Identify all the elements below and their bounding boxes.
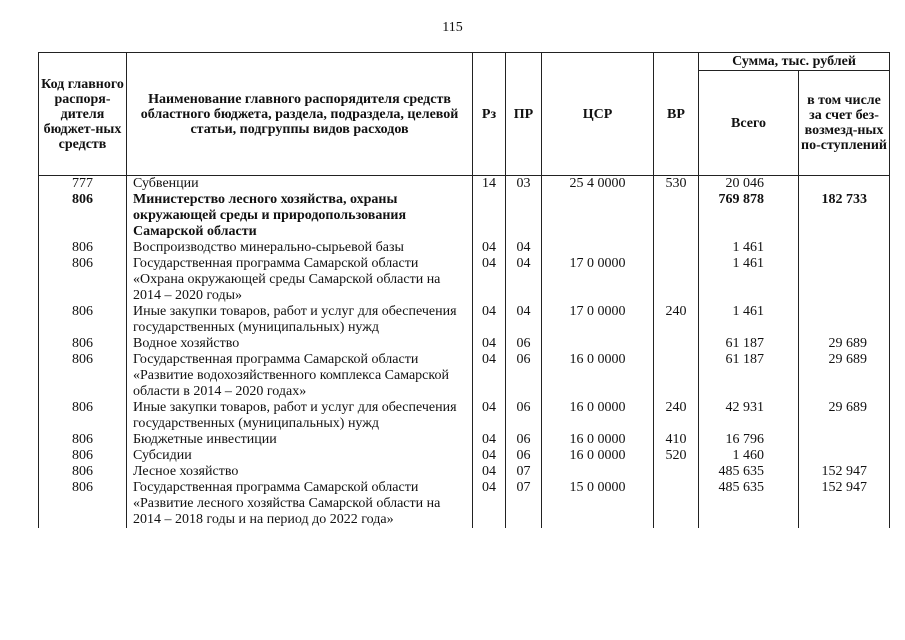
cell-pr: 07 bbox=[506, 464, 542, 480]
cell-free: 182 733 bbox=[799, 192, 890, 240]
table-row bbox=[39, 256, 890, 304]
header-vr: ВР bbox=[654, 53, 699, 176]
cell-pr bbox=[506, 192, 542, 240]
cell-name: Иные закупки товаров, работ и услуг для обеспечения государственных (муниципальных) нужд bbox=[127, 304, 473, 336]
cell-name: Субсидии bbox=[127, 448, 473, 464]
cell-vr: 410 bbox=[654, 432, 699, 448]
cell-pr: 07 bbox=[506, 480, 542, 528]
cell-rz bbox=[473, 192, 506, 240]
cell-code: 806 bbox=[39, 192, 127, 240]
cell-csr: 25 4 0000 bbox=[542, 176, 654, 193]
cell-pr: 06 bbox=[506, 432, 542, 448]
table-header bbox=[39, 53, 890, 176]
cell-code: 806 bbox=[39, 240, 127, 256]
table-row bbox=[39, 400, 890, 432]
cell-total: 485 635 bbox=[699, 464, 799, 480]
cell-pr: 06 bbox=[506, 400, 542, 432]
cell-vr: 240 bbox=[654, 400, 699, 432]
cell-pr: 06 bbox=[506, 352, 542, 400]
cell-name: Министерство лесного хозяйства, охраны окружающей среды и природопользования Самарской области bbox=[127, 192, 473, 240]
header-rz: Рз bbox=[473, 53, 506, 176]
header-name: Наименование главного распорядителя средств областного бюджета, раздела, подраздела, целевой статьи, подгруппы видов расходов bbox=[127, 53, 473, 176]
cell-pr: 04 bbox=[506, 304, 542, 336]
cell-code: 806 bbox=[39, 400, 127, 432]
cell-csr: 16 0 0000 bbox=[542, 352, 654, 400]
cell-free bbox=[799, 256, 890, 304]
cell-free: 29 689 bbox=[799, 336, 890, 352]
cell-csr bbox=[542, 464, 654, 480]
cell-vr bbox=[654, 464, 699, 480]
cell-total: 1 461 bbox=[699, 304, 799, 336]
cell-csr: 17 0 0000 bbox=[542, 256, 654, 304]
cell-csr: 16 0 0000 bbox=[542, 432, 654, 448]
cell-total: 61 187 bbox=[699, 352, 799, 400]
cell-rz: 04 bbox=[473, 464, 506, 480]
header-csr: ЦСР bbox=[542, 53, 654, 176]
cell-vr bbox=[654, 240, 699, 256]
cell-total: 42 931 bbox=[699, 400, 799, 432]
table-row bbox=[39, 464, 890, 480]
cell-rz: 04 bbox=[473, 256, 506, 304]
cell-free: 29 689 bbox=[799, 352, 890, 400]
cell-rz: 04 bbox=[473, 480, 506, 528]
cell-total: 485 635 bbox=[699, 480, 799, 528]
cell-code: 806 bbox=[39, 304, 127, 336]
cell-csr: 17 0 0000 bbox=[542, 304, 654, 336]
cell-vr bbox=[654, 192, 699, 240]
table-row bbox=[39, 176, 890, 193]
table-row bbox=[39, 432, 890, 448]
table-row bbox=[39, 192, 890, 240]
header-sum: Сумма, тыс. рублей bbox=[699, 53, 890, 71]
cell-free bbox=[799, 176, 890, 193]
cell-name: Лесное хозяйство bbox=[127, 464, 473, 480]
header-pr: ПР bbox=[506, 53, 542, 176]
cell-pr: 06 bbox=[506, 336, 542, 352]
cell-code: 806 bbox=[39, 464, 127, 480]
table-row bbox=[39, 240, 890, 256]
page-number: 115 bbox=[442, 20, 463, 35]
cell-name: Субвенции bbox=[127, 176, 473, 193]
cell-rz: 14 bbox=[473, 176, 506, 193]
header-total: Всего bbox=[699, 71, 799, 176]
cell-csr bbox=[542, 240, 654, 256]
cell-name: Государственная программа Самарской области «Охрана окружающей среды Самарской области на 2014 – 2020 годы» bbox=[127, 256, 473, 304]
cell-csr bbox=[542, 192, 654, 240]
cell-csr: 16 0 0000 bbox=[542, 448, 654, 464]
cell-name: Воспроизводство минерально-сырьевой базы bbox=[127, 240, 473, 256]
cell-code: 806 bbox=[39, 432, 127, 448]
cell-vr bbox=[654, 336, 699, 352]
header-free: в том числе за счет без-возмезд-ных по-ступлений bbox=[799, 71, 890, 176]
cell-free: 29 689 bbox=[799, 400, 890, 432]
cell-pr: 06 bbox=[506, 448, 542, 464]
cell-csr bbox=[542, 336, 654, 352]
table-row bbox=[39, 304, 890, 336]
cell-rz: 04 bbox=[473, 432, 506, 448]
cell-code: 777 bbox=[39, 176, 127, 193]
cell-free bbox=[799, 304, 890, 336]
cell-code: 806 bbox=[39, 336, 127, 352]
table-row bbox=[39, 480, 890, 528]
cell-free: 152 947 bbox=[799, 480, 890, 528]
cell-rz: 04 bbox=[473, 352, 506, 400]
cell-code: 806 bbox=[39, 480, 127, 528]
cell-name: Водное хозяйство bbox=[127, 336, 473, 352]
cell-csr: 15 0 0000 bbox=[542, 480, 654, 528]
cell-code: 806 bbox=[39, 352, 127, 400]
cell-rz: 04 bbox=[473, 240, 506, 256]
cell-vr: 530 bbox=[654, 176, 699, 193]
cell-pr: 03 bbox=[506, 176, 542, 193]
cell-rz: 04 bbox=[473, 400, 506, 432]
cell-total: 61 187 bbox=[699, 336, 799, 352]
cell-code: 806 bbox=[39, 256, 127, 304]
cell-name: Государственная программа Самарской области «Развитие водохозяйственного комплекса Самарской области в 2014 – 2020 годах» bbox=[127, 352, 473, 400]
cell-name: Иные закупки товаров, работ и услуг для обеспечения государственных (муниципальных) нужд bbox=[127, 400, 473, 432]
cell-rz: 04 bbox=[473, 336, 506, 352]
cell-rz: 04 bbox=[473, 448, 506, 464]
cell-code: 806 bbox=[39, 448, 127, 464]
cell-total: 20 046 bbox=[699, 176, 799, 193]
cell-free: 152 947 bbox=[799, 464, 890, 480]
table-row bbox=[39, 448, 890, 464]
cell-csr: 16 0 0000 bbox=[542, 400, 654, 432]
cell-free bbox=[799, 240, 890, 256]
cell-name: Государственная программа Самарской области «Развитие лесного хозяйства Самарской области на 2014 – 2018 годы и на период до 2022 года» bbox=[127, 480, 473, 528]
budget-table bbox=[38, 52, 890, 528]
table-row bbox=[39, 336, 890, 352]
table-body bbox=[39, 176, 890, 529]
cell-vr bbox=[654, 480, 699, 528]
cell-total: 1 460 bbox=[699, 448, 799, 464]
header-code: Код главного распоря-дителя бюджет-ных средств bbox=[39, 53, 127, 176]
table-row bbox=[39, 352, 890, 400]
cell-vr: 240 bbox=[654, 304, 699, 336]
cell-pr: 04 bbox=[506, 256, 542, 304]
cell-total: 1 461 bbox=[699, 240, 799, 256]
cell-pr: 04 bbox=[506, 240, 542, 256]
cell-total: 769 878 bbox=[699, 192, 799, 240]
cell-vr: 520 bbox=[654, 448, 699, 464]
cell-total: 16 796 bbox=[699, 432, 799, 448]
cell-vr bbox=[654, 256, 699, 304]
cell-name: Бюджетные инвестиции bbox=[127, 432, 473, 448]
cell-rz: 04 bbox=[473, 304, 506, 336]
cell-total: 1 461 bbox=[699, 256, 799, 304]
cell-free bbox=[799, 432, 890, 448]
cell-vr bbox=[654, 352, 699, 400]
cell-free bbox=[799, 448, 890, 464]
